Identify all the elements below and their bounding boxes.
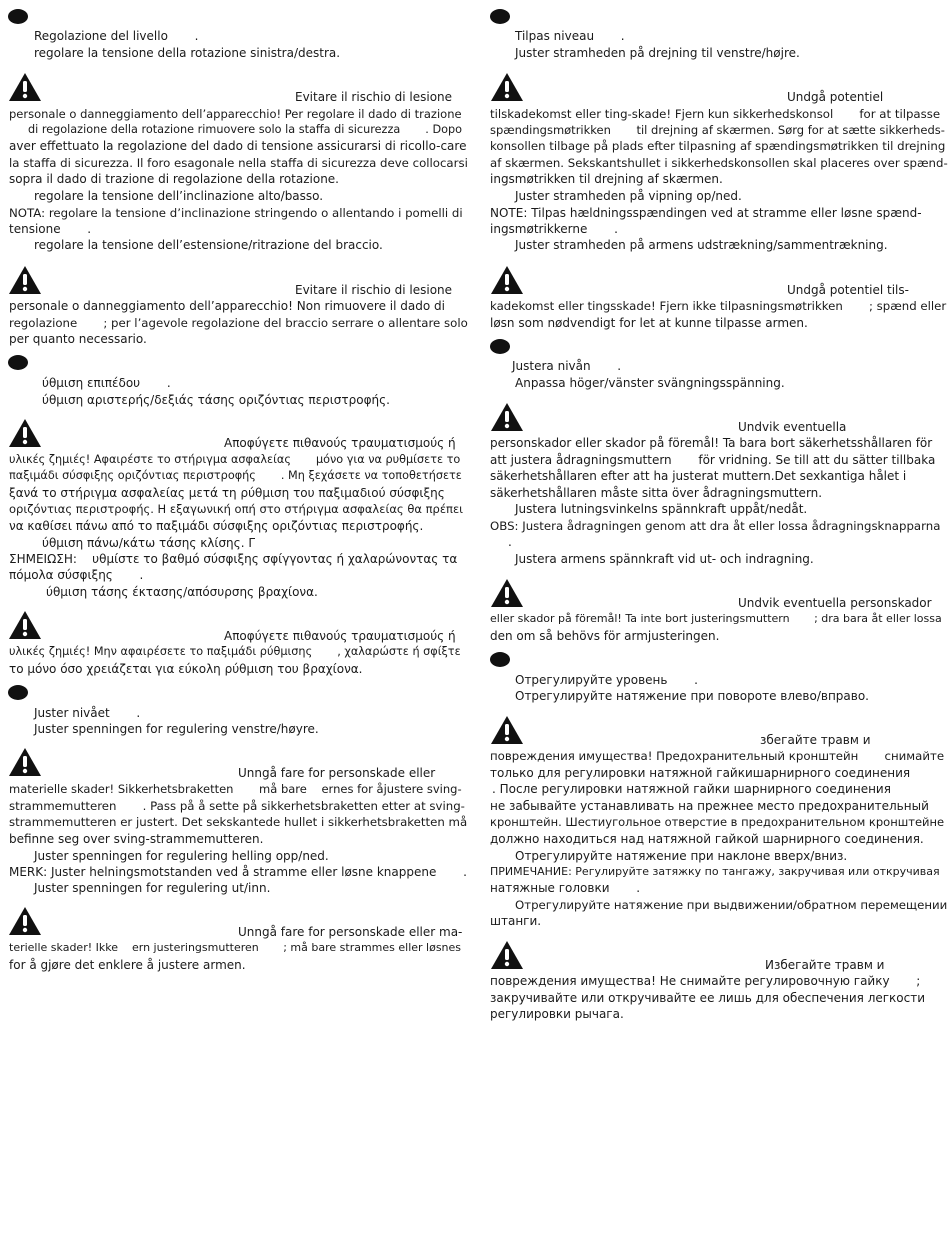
sv-warning1-line: säkerhetshållaren måste sitta över ådragningsmuttern. — [490, 486, 823, 500]
no-tilt-step: Juster spenningen for regulering helling opp/ned. — [34, 849, 329, 863]
ru-arm-step: штанги. — [490, 914, 542, 928]
it-arm-step: regolare la tensione dell’estensione/ritrazione del braccio. — [34, 238, 383, 252]
el-warning1-line: υλικές ζημιές! Αφαιρέστε το στήριγμα ασφαλείας μόνο για να ρυθμίσετε το — [9, 453, 461, 466]
language-marker-dot — [8, 355, 28, 370]
ru-warning1-line: должно находиться над натяжной гайкой шарнирного соединения. — [490, 832, 924, 846]
el-swivel-step: ύθμιση αριστερής/δεξιάς τάσης οριζόντιας περιστροφής. — [42, 393, 390, 407]
warning-icon — [8, 747, 42, 777]
el-note: πόμολα σύσφιξης . — [9, 568, 144, 582]
da-level-step: Tilpas niveau . — [515, 29, 625, 43]
warning-icon — [490, 940, 524, 970]
el-warning2-line: υλικές ζημιές! Μην αφαιρέσετε το παξιμάδι ρύθμισης , χαλαρώστε ή σφίξτε — [9, 645, 461, 658]
warning-icon — [8, 265, 42, 295]
sv-swivel-step: Anpassa höger/vänster svängningsspänning. — [515, 376, 785, 390]
da-note: ingsmøtrikkerne . — [490, 222, 618, 236]
warning-icon — [490, 578, 524, 608]
da-warning1-line: ingsmøtrikken til drejning af skærmen. — [490, 172, 723, 186]
el-tilt-step: ύθμιση πάνω/κάτω τάσης κλίσης. Γ — [42, 536, 256, 550]
warning-icon — [490, 715, 524, 745]
it-swivel-step: regolare la tensione della rotazione sinistra/destra. — [34, 46, 341, 60]
ru-swivel-step: Отрегулируйте натяжение при повороте влево/вправо. — [515, 689, 869, 703]
it-note: NOTA: regolare la tensione d’inclinazione stringendo o allentando i pomelli di — [9, 206, 463, 220]
sv-arm-step: Justera armens spännkraft vid ut- och indragning. — [515, 552, 814, 566]
it-warning1-line: Evitare il rischio di lesione — [295, 90, 453, 104]
el-note: ΣΗΜΕΙΩΣΗ: υθμίστε το βαθμό σύσφιξης σφίγγοντας ή χαλαρώνοντας τα — [9, 552, 458, 566]
it-level-step: Regolazione del livello . — [34, 29, 199, 43]
it-warning1-line: la staffa di sicurezza. Il foro esagonale nella staffa di sicurezza deve collocarsi — [9, 156, 468, 170]
ru-note: натяжные головки . — [490, 881, 641, 895]
warning-icon — [8, 906, 42, 936]
it-warning1-line: aver effettuato la regolazione del dado di tensione assicurarsi di ricollo-care — [9, 139, 467, 153]
no-warning1-line: Unngå fare for personskade eller — [238, 766, 436, 780]
el-warning1-line: οριζόντιας περιστροφής. Η εξαγωνική οπή στο στήριγμα ασφαλείας θα πρέπει — [9, 502, 464, 516]
it-warning2-line: regolazione ; per l’agevole regolazione del braccio serrare o allentare solo — [9, 316, 468, 330]
ru-warning1-line: только для регулировки натяжной гайкишарнирного соединения — [490, 766, 911, 780]
no-warning2-line: for å gjøre det enklere å justere armen. — [9, 958, 246, 972]
da-warning1-line: spændingsmøtrikken til drejning af skærmen. Sørg for at sætte sikkerheds- — [490, 123, 945, 137]
el-warning2-line: το μόνο όσο χρειάζεται για εύκολη ρύθμιση του βραχίονα. — [9, 662, 363, 676]
it-tilt-step: regolare la tensione dell’inclinazione alto/basso. — [34, 189, 324, 203]
el-warning1-line: να καθίσει πάνω από το παξιμάδι σύσφιξης οριζόντιας περιστροφής. — [9, 519, 424, 533]
it-warning2-line: personale o danneggiamento dell’apparecchio! Non rimuovere il dado di — [9, 299, 445, 313]
no-arm-step: Juster spenningen for regulering ut/inn. — [34, 881, 271, 895]
it-warning2-line: per quanto necessario. — [9, 332, 147, 346]
no-note: MERK: Juster helningsmotstanden ved å stramme eller løsne knappene . — [9, 865, 467, 879]
da-warning2-line: Undgå potentiel tils- — [787, 283, 909, 297]
ru-warning2-line: Избегайте травм и — [765, 958, 885, 972]
no-level-step: Juster nivået . — [34, 706, 141, 720]
no-warning1-line: befinne seg over sving-strammemutteren. — [9, 832, 264, 846]
it-warning1-line: di regolazione della rotazione rimuovere solo la staffa di sicurezza . Dopo — [28, 123, 463, 136]
ru-note: ПРИМЕЧАНИЕ: Регулируйте затяжку по тангажу, закручивая или откручивая — [490, 865, 940, 878]
language-marker-dot — [490, 339, 510, 354]
sv-note: . — [508, 535, 512, 549]
ru-warning2-line: закручивайте или откручивайте ее лишь для обеспечения легкости — [490, 991, 926, 1005]
el-arm-step: ύθμιση τάσης έκτασης/απόσυρσης βραχίονα. — [46, 585, 318, 599]
sv-tilt-step: Justera lutningsvinkelns spännkraft uppåt/nedåt. — [515, 502, 808, 516]
ru-warning1-line: . После регулировки натяжной гайки шарнирного соединения — [492, 782, 891, 796]
da-swivel-step: Juster stramheden på drejning til venstre/højre. — [515, 46, 800, 60]
no-warning1-line: strammemutteren er justert. Det sekskantede hullet i sikkerhetsbraketten må — [9, 815, 468, 829]
sv-warning1-line: personskador eller skador på föremål! Ta bara bort säkerhetsshållaren för — [490, 436, 933, 450]
warning-icon — [8, 610, 42, 640]
no-warning2-line: terielle skader! Ikke ern justeringsmutteren ; må bare strammes eller løsnes — [9, 941, 462, 954]
ru-warning1-line: кронштейн. Шестиугольное отверстие в предохранительном кронштейне — [490, 815, 945, 829]
warning-icon — [8, 72, 42, 102]
da-warning1-line: konsollen tilbage på plads efter tilpasning af spændingsmøtrikken til drejning — [490, 139, 946, 153]
da-warning1-line: tilskadekomst eller ting-skade! Fjern kun sikkerhedskonsol for at tilpasse — [490, 107, 941, 121]
el-warning1-line: ξανά το στήριγμα ασφαλείας μετά τη ρύθμιση του παξιμαδιού σύσφιξης — [9, 486, 445, 500]
ru-warning2-line: повреждения имущества! Не снимайте регулировочную гайку ; — [490, 974, 921, 988]
sv-warning1-line: att justera ådragningsmuttern för vridning. Se till att du sätter tillbaka — [490, 453, 936, 467]
sv-warning1-line: säkerhetshållaren efter att ha justerat muttern.Det sexkantiga hålet i — [490, 469, 907, 483]
no-warning1-line: materielle skader! Sikkerhetsbraketten må bare ernes for åjustere sving- — [9, 782, 462, 796]
da-warning2-line: løsn som nødvendigt for let at kunne tilpasse armen. — [490, 316, 808, 330]
language-marker-dot — [490, 652, 510, 667]
no-swivel-step: Juster spenningen for regulering venstre/høyre. — [34, 722, 319, 736]
da-warning1-line: af skærmen. Sekskantshullet i sikkerhedskonsollen skal placeres over spænd- — [490, 156, 948, 170]
el-warning1-line: παξιμάδι σύσφιξης οριζόντιας περιστροφής . Μη ξεχάσετε να τοποθετήσετε — [9, 469, 462, 482]
sv-warning1-line: Undvik eventuella — [738, 420, 847, 434]
el-warning1-line: Αποφύγετε πιθανούς τραυματισμούς ή — [224, 436, 456, 450]
no-warning1-line: strammemutteren . Pass på å sette på sikkerhetsbraketten etter at sving- — [9, 799, 465, 813]
warning-icon — [490, 72, 524, 102]
language-marker-dot — [8, 9, 28, 24]
warning-icon — [490, 265, 524, 295]
ru-tilt-step: Отрегулируйте натяжение при наклоне вверх/вниз. — [515, 849, 848, 863]
da-arm-step: Juster stramheden på armens udstrækning/sammentrækning. — [515, 238, 888, 252]
ru-warning1-line: повреждения имущества! Предохранительный кронштейн снимайте — [490, 749, 945, 763]
ru-warning1-line: не забывайте устанавливать на прежнее место предохранительный — [490, 799, 929, 813]
ru-warning1-line: збегайте травм и — [760, 733, 871, 747]
it-note: tensione . — [9, 222, 92, 236]
el-level-step: ύθμιση επιπέδου . — [42, 376, 171, 390]
sv-warning2-line: eller skador på föremål! Ta inte bort justeringsmuttern ; dra bara åt eller lossa — [490, 612, 942, 625]
it-warning2-line: Evitare il rischio di lesione — [295, 283, 453, 297]
sv-level-step: Justera nivån . — [512, 359, 622, 373]
it-warning1-line: sopra il dado di trazione di regolazione della rotazione. — [9, 172, 339, 186]
ru-level-step: Отрегулируйте уровень . — [515, 673, 698, 687]
el-warning2-line: Αποφύγετε πιθανούς τραυματισμούς ή — [224, 629, 456, 643]
language-marker-dot — [490, 9, 510, 24]
warning-icon — [8, 418, 42, 448]
sv-note: OBS: Justera ådragningen genom att dra åt eller lossa ådragningsknapparna — [490, 519, 941, 533]
ru-arm-step: Отрегулируйте натяжение при выдвижении/обратном перемещении — [515, 898, 948, 912]
language-marker-dot — [8, 685, 28, 700]
sv-warning2-line: den om så behövs för armjusteringen. — [490, 629, 720, 643]
da-warning1-line: Undgå potentiel — [787, 90, 884, 104]
it-warning1-line: personale o danneggiamento dell’apparecchio! Per regolare il dado di trazione — [9, 107, 462, 121]
warning-icon — [490, 402, 524, 432]
no-warning2-line: Unngå fare for personskade eller ma- — [238, 925, 463, 939]
sv-warning2-line: Undvik eventuella personskador — [738, 596, 932, 610]
ru-warning2-line: регулировки рычага. — [490, 1007, 624, 1021]
da-note: NOTE: Tilpas hældningsspændingen ved at stramme eller løsne spænd- — [490, 206, 922, 220]
da-warning2-line: kadekomst eller tingsskade! Fjern ikke tilpasningsmøtrikken ; spænd eller — [490, 299, 947, 313]
da-tilt-step: Juster stramheden på vipning op/ned. — [515, 189, 742, 203]
